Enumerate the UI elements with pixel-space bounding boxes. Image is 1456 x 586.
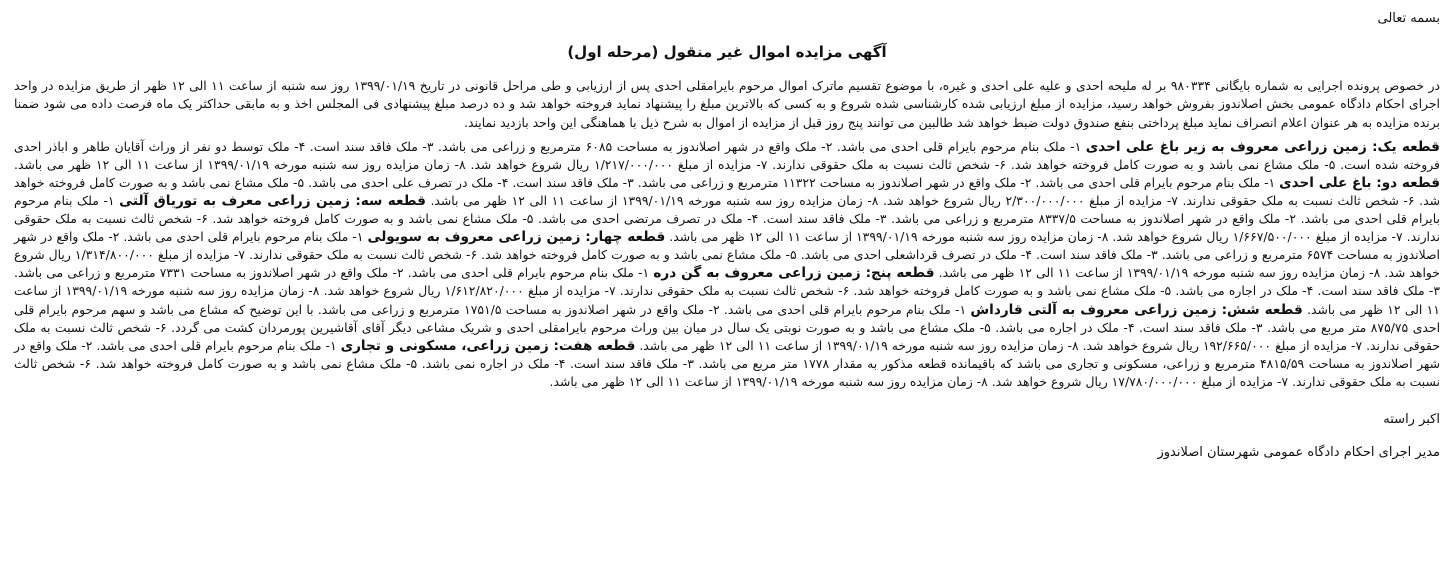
intro-paragraph: در خصوص پرونده اجرایی به شماره بایگانی ۹۸۰۳۳۴ بر له ملیحه احدی و علیه علی احدی و غیره، با موضوع تقسیم ماترک اموال مرحوم بایرامقلی احدی پس از ارزیابی و طی مراحل قانونی در تاریخ ۱۳۹۹/۰۱/۱۹ روز سه شنبه از ساعت ۱۱ الی ۱۲ ظهر از طریق مزایده در واحد اجرای احکام دادگاه عمومی بخش اصلاندوز بفروش خواهد رسید، مزایده از مبلغ ارزیابی شده کارشناسی شده شروع و به کسی که بالاترین مبلغ را پیشنهاد نماید فروخته خواهد شد و ده درصد مبلغ پیشنهادی فی المجلس اخذ و به مابقی حداکثر یک ماه فرصت داده می شود ضمنا برنده مزایده به هر عنوان اعلام انصراف نماید مبلغ پرداختی بنفع صندوق دولت ضبط خواهد شد طالبین می توانند پنج روز قبل از مزایده از اموال به شرح ذیل با هماهنگی این واحد بازدید نمایند. [14,78,1440,130]
lot-3-text: ۱- ملک بنام مرحوم بایرام قلی احدی می باشد. ۲- ملک واقع در شهر اصلاندوز به مساحت ۸۳۳۷/۵ مترمربع و زراعی می باشد. ۳- ملک فاقد سند است. ۴- ملک در تصرف مرتضی احدی می باشد. ۵- ملک مشاع نمی باشد و به صورت کامل فروخته خواهد شد. ۶- شخص ثالث نسبت به ملک حقوقی ندارند. ۷- مزایده از مبلغ ۱/۶۶۷/۵۰۰/۰۰۰ ریال شروع خواهد شد. ۸- زمان مزایده روز سه شنبه مورخه ۱۳۹۹/۰۱/۱۹ از ساعت ۱۱ الی ۱۲ ظهر می باشد. [14,192,1440,245]
notice-title: آگهی مزایده اموال غیر منقول (مرحله اول) [567,43,887,61]
lot-6-heading: قطعه شش: زمین زراعی معروف به آلتی قارداش [970,301,1303,318]
lot-6-text: ۱- ملک بنام مرحوم بایرام قلی احدی می باشد. ۲- ملک واقع در شهر اصلاندوز به مساحت ۱۷۵۱/۵ مترمربع و زراعی می باشد. با این توضیح که مشاع می باشد و سهم مرحوم بایرام قلی احدی ۸۷۵/۷۵ متر مربع می باشد. ۳- ملک فاقد سند است. ۴- ملک در اجاره می باشد. ۵- ملک مشاع می باشد و به صورت نوبتی یک سال در میان بین وراث مرحوم بایرامقلی احدی و شریک مشاعی دیگر آقای آقاشیرین پورمردان کشت می گردد. ۶- شخص ثالث نسبت به ملک حقوقی ندارند. ۷- مزایده از مبلغ ۱۹۲/۶۶۵/۰۰۰ ریال شروع خواهد شد. ۸- زمان مزایده روز سه شنبه مورخه ۱۳۹۹/۰۱/۱۹ از ساعت ۱۱ الی ۱۲ ظهر می باشد. [14,301,1441,353]
lot-5-text: ۱- ملک بنام مرحوم بایرام قلی احدی می باشد. ۲- ملک واقع در شهر اصلاندوز به مساحت ۷۳۳۱ مترمربع و زراعی می باشد. ۳- ملک فاقد سند است. ۴- ملک در اجاره می باشد. ۵- ملک مشاع نمی باشد و به صورت کامل فروخته خواهد شد. ۶- شخص ثالث نسبت به ملک حقوقی ندارند. ۷- مزایده از مبلغ ۱/۶۱۲/۸۲۰/۰۰۰ ریال شروع خواهد شد. ۸- زمان مزایده روز سه شنبه مورخه ۱۳۹۹/۰۱/۱۹ از ساعت ۱۱ الی ۱۲ ظهر می باشد. [14,265,1440,317]
signature-block [14,409,1440,464]
invocation-text: بسمه تعالی [1377,11,1440,26]
lot-1-text: ۱- ملک بنام مرحوم بایرام قلی احدی می باشد. ۲- ملک واقع در شهر اصلاندوز به مساحت ۶۰۸۵ مترمربع و زراعی می باشد. ۳- ملک فاقد سند است. ۴- ملک توسط دو نفر از وراث آقایان طاهر و اباذر احدی فروخته شده است. ۵- ملک مشاع نمی باشد و به صورت کامل فروخته خواهد شد. ۶- شخص ثالث نسبت به ملک حقوقی ندارند. ۷- مزایده از مبلغ ۱/۲۱۷/۰۰۰/۰۰۰ ریال شروع خواهد شد. ۸- زمان مزایده روز سه شنبه مورخه ۱۳۹۹/۰۱/۱۹ از ساعت ۱۱ الی ۱۲ ظهر می باشد. [14,138,1440,172]
signer-name: اکبر راسته [1383,411,1440,427]
lot-2-text: ۱- ملک بنام مرحوم بایرام قلی احدی می باشد. ۲- ملک واقع در شهر اصلاندوز به مساحت ۱۱۳۲۲ مترمربع و زراعی می باشد. ۳- ملک فاقد سند است. ۴- ملک در تصرف علی احدی می باشد. ۵- ملک مشاع نمی باشد و به صورت کامل فروخته خواهد شد. ۶- شخص ثالث نسبت به ملک حقوقی ندارند. ۷- مزایده از مبلغ ۲/۳۰۰/۰۰۰/۰۰۰ ریال شروع خواهد شد. ۸- زمان مزایده روز سه شنبه مورخه ۱۳۹۹/۰۱/۱۹ از ساعت ۱۱ الی ۱۲ ظهر می باشد. [14,174,1440,208]
lot-4-heading: قطعه چهار: زمین زراعی معروف به سویولی [367,229,666,246]
lot-1-heading: قطعه یک: زمین زراعی معروف به زیر باغ علی احدی [1085,138,1440,155]
lot-3-heading: قطعه سه: زمین زراعی معرف به توریاق آلتی [119,192,426,209]
signer-position: مدیر اجرای احکام دادگاه عمومی شهرستان اصلاندوز [1157,444,1440,460]
lot-7-text: ۱- ملک بنام مرحوم بایرام قلی احدی می باشد. ۲- ملک واقع در شهر اصلاندوز به مساحت ۴۸۱۵/۵۹ مترمربع و زراعی، مسکونی و تجاری می باشد که باقیمانده قطعه مذکور به مقدار ۱۷۷۸ متر مربع می باشد. ۳- ملک فاقد سند است. ۴- ملک در اجاره نمی باشد. ۵- ملک مشاع نمی باشد و به صورت کامل فروخته خواهد شد. ۶- شخص ثالث نسبت به ملک حقوقی ندارند. ۷- مزایده از مبلغ ۱۷/۷۸۰/۰۰۰/۰۰۰ ریال شروع خواهد شد. ۸- زمان مزایده روز سه شنبه مورخه ۱۳۹۹/۰۱/۱۹ از ساعت ۱۱ الی ۱۲ ظهر می باشد. [14,337,1441,389]
lot-2-heading: قطعه دو: باغ علی احدی [1279,174,1440,191]
lot-7-heading: قطعه هفت: زمین زراعی، مسکونی و تجاری [340,337,636,354]
lot-5-heading: قطعه پنج: زمین زراعی معروف به گن دره [653,265,935,282]
lot-4-text: ۱- ملک بنام مرحوم بایرام قلی احدی می باشد. ۲- ملک واقع در شهر اصلاندوز به مساحت ۶۵۷۴ مترمربع و زراعی می باشد. ۳- ملک فاقد سند است. ۴- ملک در تصرف قرداشعلی احدی می باشد. ۵- ملک مشاع نمی باشد و به صورت کامل فروخته خواهد شد. ۶- شخص ثالث نسبت به ملک حقوقی ندارند. ۷- مزایده از مبلغ ۱/۳۱۴/۸۰۰/۰۰۰ ریال شروع خواهد شد. ۸- زمان مزایده روز سه شنبه مورخه ۱۳۹۹/۰۱/۱۹ از ساعت ۱۱ الی ۱۲ ظهر می باشد. [14,229,1440,281]
notice-body [14,77,1440,391]
plots-paragraph [14,138,1440,391]
